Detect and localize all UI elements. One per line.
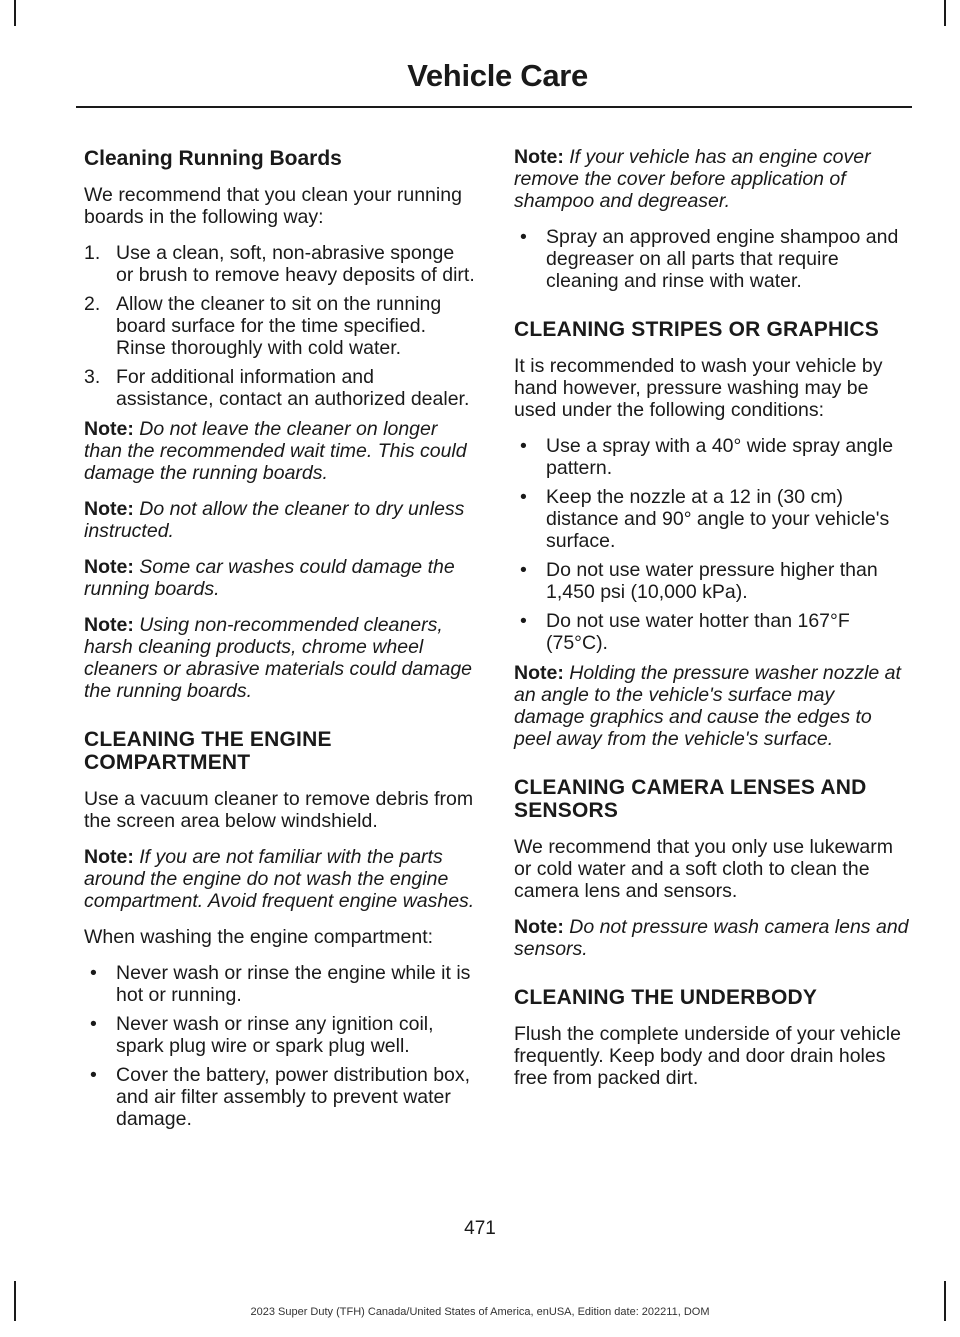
note-text: Do not leave the cleaner on longer than the recommended wait time. This could damage the running boards. bbox=[84, 418, 467, 484]
header-rule bbox=[76, 106, 912, 108]
engine-bullets bbox=[84, 962, 476, 1130]
crop-mark-top-left bbox=[14, 0, 16, 26]
running-boards-heading: Cleaning Running Boards bbox=[84, 147, 342, 170]
note bbox=[514, 146, 910, 212]
step-number: 1. bbox=[84, 242, 101, 264]
list-item bbox=[514, 610, 910, 654]
list-item-text: Keep the nozzle at a 12 in (30 cm) distance and 90° angle to your vehicle's surface. bbox=[546, 486, 890, 552]
note-label: Note: bbox=[514, 916, 564, 938]
note-label: Note: bbox=[514, 662, 564, 684]
list-item bbox=[514, 559, 910, 603]
note bbox=[514, 916, 910, 960]
running-boards-intro: We recommend that you clean your running boards in the following way: bbox=[84, 184, 462, 228]
note-text: Holding the pressure washer nozzle at an angle to the vehicle's surface may damage graphics and cause the edges to peel away from the vehicle's surface. bbox=[514, 662, 901, 750]
note-label: Note: bbox=[84, 846, 134, 868]
list-item bbox=[84, 1064, 476, 1130]
step-number: 3. bbox=[84, 366, 101, 388]
list-item bbox=[514, 486, 910, 552]
bullet-icon: • bbox=[90, 962, 97, 984]
step-item bbox=[84, 242, 476, 286]
note bbox=[84, 498, 476, 542]
list-item bbox=[84, 1013, 476, 1057]
note bbox=[84, 846, 476, 912]
note-label: Note: bbox=[84, 556, 134, 578]
page-header-title: Vehicle Care bbox=[407, 58, 588, 93]
note-label: Note: bbox=[514, 146, 564, 168]
bullet-icon: • bbox=[90, 1064, 97, 1086]
note-text: Do not allow the cleaner to dry unless instructed. bbox=[84, 498, 465, 542]
note-text: Some car washes could damage the running boards. bbox=[84, 556, 455, 600]
right-column bbox=[514, 146, 910, 1103]
bullet-icon: • bbox=[520, 226, 527, 248]
camera-heading: CLEANING CAMERA LENSES AND SENSORS bbox=[514, 776, 867, 822]
crop-mark-top-right bbox=[944, 0, 946, 26]
list-item-text: Use a spray with a 40° wide spray angle pattern. bbox=[546, 435, 894, 479]
camera-intro: We recommend that you only use lukewarm or cold water and a soft cloth to clean the camera lens and sensors. bbox=[514, 836, 893, 902]
step-text: Allow the cleaner to sit on the running board surface for the time specified. Rinse thoroughly with cold water. bbox=[116, 293, 442, 359]
note bbox=[84, 418, 476, 484]
step-text: For additional information and assistance, contact an authorized dealer. bbox=[116, 366, 470, 410]
note-label: Note: bbox=[84, 614, 134, 636]
note-label: Note: bbox=[84, 418, 134, 440]
bullet-icon: • bbox=[90, 1013, 97, 1035]
list-item-text: Cover the battery, power distribution box, and air filter assembly to prevent water damage. bbox=[116, 1064, 471, 1130]
step-text: Use a clean, soft, non-abrasive sponge or brush to remove heavy deposits of dirt. bbox=[116, 242, 475, 286]
edition-footer: 2023 Super Duty (TFH) Canada/United States of America, enUSA, Edition date: 202211, DOM bbox=[250, 1306, 710, 1318]
running-boards-steps bbox=[84, 242, 476, 410]
note-text: If your vehicle has an engine cover remove the cover before application of shampoo and degreaser. bbox=[514, 146, 871, 212]
underbody-heading: CLEANING THE UNDERBODY bbox=[514, 986, 818, 1009]
engine-compartment-heading: CLEANING THE ENGINE COMPARTMENT bbox=[84, 728, 332, 774]
note-text: Do not pressure wash camera lens and sensors. bbox=[514, 916, 909, 960]
stripes-bullets bbox=[514, 435, 910, 654]
underbody-text: Flush the complete underside of your vehicle frequently. Keep body and door drain holes free from packed dirt. bbox=[514, 1023, 901, 1089]
bullet-icon: • bbox=[520, 435, 527, 457]
bullet-icon: • bbox=[520, 559, 527, 581]
list-item-text: Spray an approved engine shampoo and degreaser on all parts that require cleaning and rinse with water. bbox=[546, 226, 899, 292]
left-column bbox=[84, 146, 476, 1138]
stripes-heading: CLEANING STRIPES OR GRAPHICS bbox=[514, 318, 879, 341]
bullet-icon: • bbox=[520, 610, 527, 632]
engine-intro: Use a vacuum cleaner to remove debris from the screen area below windshield. bbox=[84, 788, 474, 832]
note-label: Note: bbox=[84, 498, 134, 520]
cover-bullets bbox=[514, 226, 910, 292]
stripes-intro: It is recommended to wash your vehicle by hand however, pressure washing may be used under the following conditions: bbox=[514, 355, 883, 421]
list-item-text: Never wash or rinse any ignition coil, spark plug wire or spark plug well. bbox=[116, 1013, 434, 1057]
note bbox=[84, 614, 476, 702]
note-text: Using non-recommended cleaners, harsh cleaning products, chrome wheel cleaners or abrasive materials could damage the running boards. bbox=[84, 614, 473, 702]
note bbox=[84, 556, 476, 600]
step-item bbox=[84, 293, 476, 359]
list-item-text: Do not use water hotter than 167°F (75°C). bbox=[546, 610, 850, 654]
list-item bbox=[514, 435, 910, 479]
note bbox=[514, 662, 910, 750]
list-item-text: Never wash or rinse the engine while it is hot or running. bbox=[116, 962, 471, 1006]
list-item-text: Do not use water pressure higher than 1,450 psi (10,000 kPa). bbox=[546, 559, 878, 603]
page-number: 471 bbox=[464, 1218, 496, 1239]
step-number: 2. bbox=[84, 293, 101, 315]
engine-when-text: When washing the engine compartment: bbox=[84, 926, 434, 948]
list-item bbox=[514, 226, 910, 292]
list-item bbox=[84, 962, 476, 1006]
note-text: If you are not familiar with the parts around the engine do not wash the engine compartment. Avoid frequent engine washes. bbox=[84, 846, 475, 912]
step-item bbox=[84, 366, 476, 410]
bullet-icon: • bbox=[520, 486, 527, 508]
